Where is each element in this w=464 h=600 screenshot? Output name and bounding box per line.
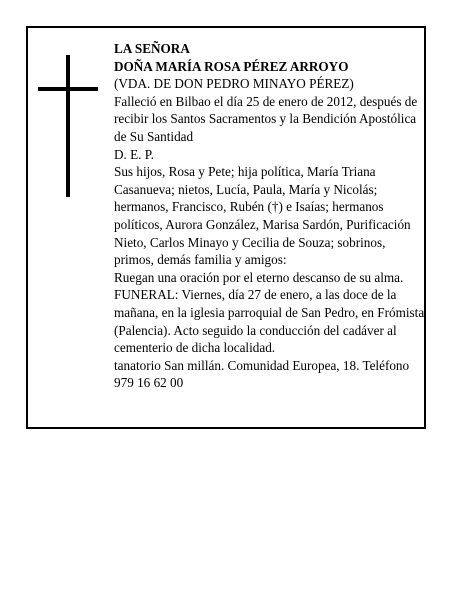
funeral-details: FUNERAL: Viernes, día 27 de enero, a las doce de la mañana, en la iglesia parroquial de San Pedro, en Frómista (Palencia). Acto seguido la conducción del cadáver al cementerio de dicha localidad. <box>114 287 425 356</box>
death-announcement: Falleció en Bilbao el día 25 de enero de 2012, después de recibir los Santos Sacramentos y la Bendición Apostólica de Su Santidad <box>114 93 418 144</box>
widow-of-line: (VDA. DE DON PEDRO MINAYO PÉREZ) <box>114 76 354 92</box>
cross-icon <box>38 55 98 197</box>
family-list: Sus hijos, Rosa y Pete; hija política, María Triana Casanueva; nietos, Lucía, Paula, María y Nicolás; hermanos, Francisco, Rubén (†) e Isaías; hermanos políticos, Aurora González, Marisa Sardón, Purificación Nieto, Carlos Minayo y Cecilia de Souza; sobrinos, primos, demás familia y amigos: <box>114 164 411 268</box>
obituary-notice <box>26 26 426 429</box>
deceased-name: DOÑA MARÍA ROSA PÉREZ ARROYO <box>114 58 349 74</box>
dep-line: D. E. P. <box>114 146 154 162</box>
notice-text <box>114 40 426 392</box>
prayer-request: Ruegan una oración por el eterno descanso de su alma. <box>114 269 404 285</box>
header-title: LA SEÑORA <box>114 41 190 56</box>
cross-vertical-bar <box>66 55 70 197</box>
funeral-home-info: tanatorio San millán. Comunidad Europea, 18. Teléfono 979 16 62 00 <box>114 357 410 391</box>
cross-horizontal-bar <box>38 87 98 91</box>
